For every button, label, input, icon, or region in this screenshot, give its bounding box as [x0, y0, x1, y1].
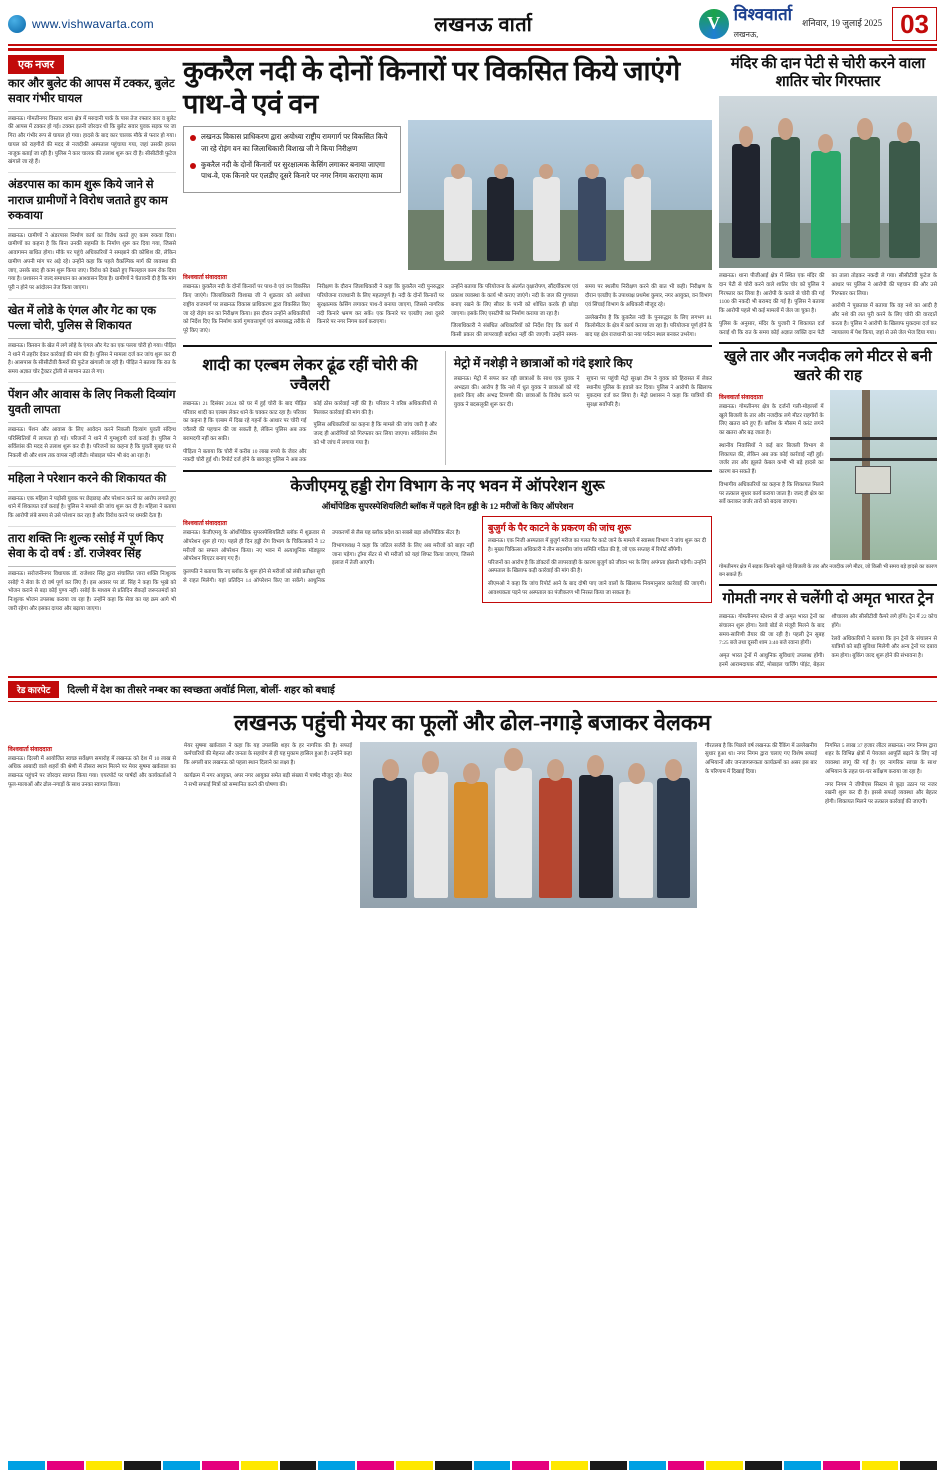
color-swatch [551, 1461, 588, 1470]
kgmu-body [183, 529, 474, 586]
red-carpet-headline: लखनऊ पहुंची मेयर का फूलों और ढोल-नगाड़े बजाकर वेलकम [234, 709, 711, 735]
photo-person [495, 768, 532, 897]
paragraph: विभागीय अधिकारियों का कहना है कि शिकायत मिलने पर तत्काल सुधार कार्य कराया जाता है। जल्द ही क्षेत्र का सर्वे कराकर जर्जर तारों को बदला जाएगा। [719, 481, 824, 506]
color-swatch [629, 1461, 666, 1470]
temple-body [719, 272, 937, 337]
logo-globe-icon: V [699, 9, 729, 39]
wire-headline: खुले तार और नजदीक लगे मीटर से बनी खतरे की राह [724, 349, 932, 385]
paragraph: रेलवे अधिकारियों ने बताया कि इन ट्रेनों के संचालन से यात्रियों को बड़ी सुविधा मिलेगी और अन्य ट्रेनों पर दबाव कम होगा। बुकिंग जल्द शुरू होने की संभावना है। [831, 635, 937, 660]
header-rule [8, 48, 937, 51]
train-headline: गोमती नगर से चलेंगी दो अमृत भारत ट्रेन [722, 591, 934, 608]
red-carpet-byline: विश्ववार्ता संवाददाता [8, 746, 52, 753]
right-column [719, 55, 937, 670]
paragraph: लखनऊ। थाना पीजीआई क्षेत्र में स्थित एक मंदिर की दान पेटी से चोरी करने वाले शातिर चोर को पुलिस ने गिरफ्तार कर लिया है। आरोपी के कब्जे से चोरी की गई 1100 की नकदी भी बरामद की गई है। पुलिस ने बताया कि आरोपी पहले भी कई मामलों में जेल जा चुका है। [719, 273, 825, 315]
kicker-text: कुकरैल नदी के दोनों किनारों पर सुरक्षात्मक केसिंग लगाकर बनाया जाएगा पाथ-वे, एक किनारे पर एलडीए दूसरे किनारे पर नगर निगम कराएगा काम [201, 160, 385, 181]
lead-body [183, 283, 712, 340]
logo-text [734, 6, 792, 42]
color-swatch [745, 1461, 782, 1470]
logo-title: विश्ववार्ता [733, 5, 793, 24]
brief-headline: तारा शक्ति निः शुल्क रसोई में पूर्ण किए सेवा के दो वर्ष : डॉ. राजेश्वर सिंह [8, 532, 176, 567]
masthead-right [699, 6, 937, 42]
kicker-bullet [190, 132, 394, 155]
color-swatch [435, 1461, 472, 1470]
color-swatch [784, 1461, 821, 1470]
globe-icon [8, 15, 26, 33]
paragraph: पुलिस अधिकारियों का कहना है कि मामले की जांच जारी है और जल्द ही आरोपियों को गिरफ्तार कर लिया जाएगा। सर्विलांस टीम को भी जांच में लगाया गया है। [313, 422, 437, 446]
paragraph: लखनऊ। गोमतीनगर क्षेत्र के दर्जनों गली-मोहल्लों में खुले बिजली के तार और नजदीक लगे मीटर राहगीरों के लिए खतरा बने हुए हैं। बारिश के मौसम में करंट लगने का खतरा और बढ़ जाता है। [719, 403, 824, 437]
photo-meter-box [855, 466, 891, 494]
brief-item [8, 304, 176, 383]
kicker-text: लखनऊ विकास प्राधिकरण द्वारा अयोध्या राष्ट्रीय रामगार्ग पर विकसित किये जा रहे रोइंग वन का जिलाधिकारी विशाख जी ने किया निरीक्षण [201, 133, 388, 153]
publication-logo [699, 6, 792, 42]
wire-photo [830, 390, 937, 560]
left-column [8, 55, 176, 670]
section-rule [719, 342, 937, 344]
section-rule [719, 584, 937, 586]
paragraph: अमृत भारत ट्रेनों में आधुनिक सुविधाएं उपलब्ध होंगी। इनमें आरामदायक सीटें, मोबाइल चार्जिंग पॉइंट, बेहतर शौचालय और सीसीटीवी कैमरे लगे होंगे। ट्रेन में 22 कोच होंगे। [719, 614, 937, 668]
brief-body: लखनऊ। गोमतीनगर विस्तार थाना क्षेत्र में मरुदानी पार्क के पास तेज रफ्तार कार व बुलेट की आपस में टक्कर हो गई। टक्कर इतनी जोरदार थी कि बुलेट सवार युवक सड़क पर जा गिरा और गंभीर रूप से घायल हो गया। हादसे के बाद कार चालक मौके से फरार हो गया। घायल को राहगीरों की मदद से नजदीकी अस्पताल पहुंचाया गया, जहां उसकी हालत नाजुक बताई जा रही है। पुलिस ने कार चालक की तलाश शुरू कर दी है। सीसीटीवी फुटेज खंगाले जा रहे हैं। [8, 115, 176, 174]
brief-body: लखनऊ। ग्रामीणों ने अंडरपास निर्माण कार्य का विरोध करते हुए काम रुकवा दिया। ग्रामीणों का कहना है कि बिना उनकी सहमति के निर्माण शुरू कर दिया गया, जिससे आवागमन बाधित होगा। मौके पर पहुंचे अधिकारियों ने समझाने की कोशिश की, लेकिन ग्रामीण अपनी मांग पर अड़े रहे। उन्होंने कहा कि पहले वैकल्पिक मार्ग की व्यवस्था की जाए, उसके बाद ही काम शुरू किया जाए। विरोध को देखते हुए फिलहाल काम रोक दिया गया है। प्रशासन ने जल्द समाधान का आश्वासन दिया है। ग्रामीणों ने चेतावनी दी है कि मांग पूरी न होने पर आंदोलन तेज किया जाएगा। [8, 232, 176, 299]
temple-headline: मंदिर की दान पेटी से चोरी करने वाला शातिर चोर गिरफ्तार [730, 55, 926, 91]
color-swatch [8, 1461, 45, 1470]
red-carpet-strip [8, 676, 937, 702]
paragraph: मेयर सुषमा खर्कवाल ने कहा कि यह उपलब्धि शहर के हर नागरिक की है। सफाई कर्मचारियों की मेहनत और जनता के सहयोग से ही यह मुकाम हासिल हुआ है। उन्होंने कहा कि अगली बार लखनऊ को पहला स्थान दिलाने का लक्ष्य है। [184, 742, 352, 767]
bullet-dot-icon [190, 163, 196, 169]
metro-body [454, 375, 712, 412]
color-swatch [862, 1461, 899, 1470]
logo-subtitle: लखनऊ, [733, 29, 759, 39]
brief-headline: महिला ने परेशान करने की शिकायत की [8, 472, 176, 492]
lead-photo [408, 120, 712, 270]
photo-person [811, 151, 842, 258]
photo-person [539, 778, 573, 898]
color-swatch [900, 1461, 937, 1470]
photo-person [373, 778, 407, 898]
color-swatch [318, 1461, 355, 1470]
investigation-box [482, 516, 712, 603]
brief-body: लखनऊ। सरोजनीनगर विधायक डॉ. राजेश्वर सिंह द्वारा संचालित 'तारा शक्ति निःशुल्क रसोई' ने सेवा के दो वर्ष पूर्ण कर लिए हैं। इस अवसर पर डॉ. सिंह ने कहा कि भूखे को भोजन कराने से बड़ा कोई पुण्य नहीं। रसोई के माध्यम से प्रतिदिन सैकड़ों जरूरतमंदों को निःशुल्क भोजन उपलब्ध कराया जा रहा है। उन्होंने कहा कि सेवा का यह क्रम आगे भी जारी रहेगा और इसका दायरा और बढ़ाया जाएगा। [8, 570, 176, 612]
photo-person [657, 778, 691, 898]
photo-person [533, 177, 560, 261]
color-registration-bar [8, 1461, 937, 1470]
lead-kicker-box [183, 126, 401, 192]
paragraph: लखनऊ। दिल्ली में आयोजित स्वच्छ सर्वेक्षण समारोह में लखनऊ को देश में 10 लाख से अधिक आबादी वाले शहरों की श्रेणी में तीसरा स्थान मिलने पर मेयर सुषमा खर्कवाल का लखनऊ पहुंचने पर जोरदार स्वागत किया गया। एयरपोर्ट पर पार्षदों और कार्यकर्ताओं ने फूल-मालाओं और ढोल-नगाड़ों के साथ उनका स्वागत किया। [8, 755, 176, 788]
paragraph: सीएमओ ने कहा कि जांच रिपोर्ट आने के बाद दोषी पाए जाने वालों के खिलाफ नियमानुसार कार्रवाई की जाएगी। आवश्यकता पड़ने पर अस्पताल का पंजीकरण भी निरस्त किया जा सकता है। [487, 581, 706, 596]
photo-person [444, 177, 471, 261]
paragraph: निरीक्षण के दौरान जिलाधिकारी ने कहा कि कुकरैल नदी पुनरुद्धार परियोजना राजधानी के लिए महत्वपूर्ण है। नदी के दोनों किनारों पर सुरक्षात्मक केसिंग लगाकर पाथ-वे बनाया जाएगा, जिससे नागरिक नदी किनारे भ्रमण कर सकें। एक किनारे पर एलडीए तथा दूसरे किनारे पर नगर निगम कार्य कराएगा। [317, 284, 444, 326]
paragraph: नगर निगम ने जीपीएस सिस्टम से कूड़ा उठान पर नजर रखनी शुरू कर दी है। इससे सफाई व्यवस्था और बेहतर होगी। शिकायत मिलने पर तत्काल कार्रवाई की जाएगी। [825, 781, 937, 806]
paragraph: आरोपी ने पूछताछ में बताया कि वह नशे का आदी है और नशे की लत पूरी करने के लिए चोरी की वारदातें करता है। पुलिस ने आरोपी के खिलाफ मुकदमा दर्ज कर न्यायालय में पेश किया, जहां से उसे जेल भेज दिया गया। [831, 303, 937, 336]
metro-headline: मेट्रो में नशेड़ी ने छात्राओं को गंदे इशारे किए [453, 355, 633, 370]
brief-headline: खेत में लोडे के एंगल और गेट का एक पल्ला चोरी, पुलिस से शिकायत [8, 304, 176, 339]
paragraph: उन्होंने बताया कि परियोजना के अंतर्गत वृक्षारोपण, सौंदर्यीकरण एवं प्रकाश व्यवस्था के कार्य भी कराए जाएंगे। नदी के जल की गुणवत्ता बनाए रखने के लिए सीवर के पानी को शोधित करके ही छोड़ा जाएगा। इसके लिए एसटीपी का निर्माण कराया जा रहा है। [451, 284, 578, 317]
paragraph: कुलपति ने बताया कि नए ब्लॉक के शुरू होने से मरीजों को लंबी प्रतीक्षा सूची से राहत मिलेगी। यहां प्रतिदिन 14 ऑपरेशन किए जा सकेंगे। आधुनिक उपकरणों से लैस यह ब्लॉक प्रदेश का सबसे बड़ा ऑर्थोपेडिक सेंटर है। [183, 530, 461, 584]
temple-photo [719, 96, 937, 268]
photo-person [732, 144, 760, 258]
paragraph: जिलाधिकारी ने संबंधित अधिकारियों को निर्देश दिए कि कार्य में किसी प्रकार की लापरवाही बर्दाश्त नहीं की जाएगी। उन्होंने समय-समय पर स्थलीय निरीक्षण करने की बात भी कही। निरीक्षण के दौरान एलडीए के उपाध्यक्ष प्रथमेश कुमार, नगर आयुक्त, वन विभाग एवं सिंचाई विभाग के अधिकारी मौजूद रहे। [451, 284, 712, 339]
paragraph: लखनऊ। 21 दिसंबर 2024 को घर में हुई चोरी के बाद पीड़ित परिवार शादी का एल्बम लेकर थाने के चक्कर काट रहा है। परिवार का कहना है कि एल्बम में दिख रहे गहनों के आधार पर चोरी गई ज्वैलरी की पहचान की जा सकती है, लेकिन पुलिस अब तक बरामदगी नहीं कर सकी। [183, 400, 307, 442]
color-swatch [396, 1461, 433, 1470]
photo-person [889, 141, 920, 258]
color-swatch [823, 1461, 860, 1470]
brief-item [8, 532, 176, 619]
paragraph: पीड़िता ने बताया कि चोरी में करीब 10 लाख रुपये के जेवर और नकदी चोरी हुई थी। रिपोर्ट दर्ज होने के बावजूद पुलिस ने अब तक कोई ठोस कार्रवाई नहीं की है। परिवार ने वरिष्ठ अधिकारियों से मिलकर कार्रवाई की मांग की है। [183, 400, 437, 464]
bullet-dot-icon [190, 135, 196, 141]
lead-headline: कुकरैल नदी के दोनों किनारों पर विकसित किये जाएंगे पाथ-वे एवं वन [183, 55, 681, 119]
wire-byline: विश्ववार्ता संवाददाता [719, 394, 763, 401]
color-swatch [124, 1461, 161, 1470]
kgmu-subheadline: ऑर्थोपेडिक सुपरस्पेशियलिटी ब्लॉक में पहले दिन हड्डी के 12 मरीजों के किए ऑपरेशन [321, 501, 574, 512]
paragraph: निगमित 5 लाख 37 हजार लीटर लखनऊ। नगर निगम द्वारा शहर के विभिन्न क्षेत्रों में पेयजल आपूर्ति बढ़ाने के लिए नई व्यवस्था लागू की गई है। 'हर नागरिक स्वच्छ के साथ' अभियान के तहत घर-घर सर्वेक्षण कराया जा रहा है। [825, 742, 937, 775]
color-swatch [280, 1461, 317, 1470]
photo-wire [830, 458, 937, 461]
mayor-welcome-photo [360, 742, 697, 908]
paragraph: लखनऊ। गोमतीनगर स्टेशन से दो अमृत भारत ट्रेनों का संचालन शुरू होगा। रेलवे बोर्ड से मंजूरी मिलने के बाद समय-सारिणी तैयार की जा रही है। पहली ट्रेन सुबह 7:25 बजे तथा दूसरी शाम 3:40 बजे रवाना होगी। [719, 614, 825, 647]
dateline: शनिवार, 19 जुलाई 2025 [802, 18, 883, 29]
paragraph: पुलिस के अनुसार, मंदिर के पुजारी ने शिकायत दर्ज कराई थी कि रात के समय कोई अज्ञात व्यक्ति दान पेटी का ताला तोड़कर नकदी ले गया। सीसीटीवी फुटेज के आधार पर पुलिस ने आरोपी की पहचान की और उसे गिरफ्तार कर लिया। [719, 273, 937, 336]
masthead-left [8, 15, 268, 33]
photo-person [414, 772, 448, 898]
color-swatch [86, 1461, 123, 1470]
investigation-headline: बुजुर्ग के पैर काटने के प्रकरण की जांच शुरू [487, 524, 632, 535]
page-grid [8, 55, 937, 670]
color-swatch [706, 1461, 743, 1470]
paragraph: कार्यक्रम में नगर आयुक्त, अपर नगर आयुक्त समेत बड़ी संख्या में पार्षद मौजूद रहे। मेयर ने सभी सफाई मित्रों को सम्मानित करने की घोषणा की। [184, 772, 352, 788]
album-headline: शादी का एल्बम लेकर ढूंढ रहीं चोरी की ज्वैलरी [202, 356, 418, 394]
page-number: 03 [892, 7, 937, 41]
color-swatch [241, 1461, 278, 1470]
paragraph: उल्लेखनीय है कि कुकरैल नदी के पुनरुद्धार के लिए लगभग 81 किलोमीटर के क्षेत्र में कार्य कराया जा रहा है। परियोजना पूर्ण होने के बाद यह क्षेत्र राजधानी का नया पर्यटन स्थल बनकर उभरेगा। [585, 314, 712, 339]
photo-person [487, 177, 514, 261]
section-rule [183, 470, 712, 472]
paragraph: लखनऊ। एक निजी अस्पताल में बुजुर्ग मरीज का गलत पैर काटे जाने के मामले में स्वास्थ्य विभाग ने जांच शुरू कर दी है। मुख्य चिकित्सा अधिकारी ने तीन सदस्यीय जांच समिति गठित की है, जो एक सप्ताह में रिपोर्ट सौंपेगी। [487, 538, 706, 553]
color-swatch [357, 1461, 394, 1470]
photo-wire [830, 437, 937, 440]
paragraph: स्थानीय निवासियों ने कई बार बिजली विभाग से शिकायत की, लेकिन अब तक कोई कार्रवाई नहीं हुई। जर्जर तार और झूलते केबल कभी भी बड़े हादसे का कारण बन सकते हैं। [719, 442, 824, 476]
photo-person [771, 137, 799, 257]
train-body [719, 613, 937, 670]
edition-title: लखनऊ वार्ता [434, 14, 533, 37]
red-carpet-tag: रेड कारपेट [8, 681, 59, 698]
photo-person [578, 177, 605, 261]
section-label-ek-nazar: एक नजर [8, 55, 64, 74]
brief-item [8, 472, 176, 527]
photo-person [624, 177, 651, 261]
photo-person [850, 137, 881, 257]
center-column [183, 55, 712, 670]
paragraph: गौरतलब है कि पिछले वर्ष लखनऊ की रैंकिंग में उल्लेखनीय सुधार हुआ था। नगर निगम द्वारा चलाए गए विशेष सफाई अभियानों और जनजागरूकता कार्यक्रमों का असर इस बार के परिणाम में दिखाई दिया। [705, 742, 817, 775]
brief-headline: पेंशन और आवास के लिए निकली दिव्यांग युवती लापता [8, 388, 176, 423]
masthead [8, 6, 937, 46]
kgmu-headline: केजीएमयू हड्डी रोग विभाग के नए भवन में ऑपरेशन शुरू [290, 478, 605, 496]
brief-item [8, 388, 176, 467]
brief-headline: कार और बुलेट की आपस में टक्कर, बुलेट सवार गंभीर घायल [8, 77, 176, 112]
paragraph: विभागाध्यक्ष ने कहा कि जटिल सर्जरी के लिए अब मरीजों को बाहर नहीं जाना पड़ेगा। ट्रॉमा सेंटर से भी मरीजों को यहां शिफ्ट किया जाएगा, जिससे इलाज में तेजी आएगी। [331, 542, 474, 567]
photo-person [619, 782, 653, 898]
color-swatch [47, 1461, 84, 1470]
red-carpet-subtext: दिल्ली में देश का तीसरे नम्बर का स्वच्छता अवॉर्ड मिला, बोलीं- शहर को बधाई [67, 685, 335, 697]
brief-headline: अंडरपास का काम शुरू किये जाने से नाराज ग्रामीणों ने विरोध जताते हुए काम रुकवाया [8, 178, 176, 229]
photo-person [454, 782, 488, 898]
paragraph: लखनऊ। मेट्रो में सफर कर रही छात्राओं के साथ एक युवक ने अभद्रता की। आरोप है कि नशे में धुत युवक ने छात्राओं को गंदे इशारे किए और अभद्र टिप्पणी की। छात्राओं के विरोध करने पर युवक ने बदसलूकी शुरू कर दी। [453, 375, 580, 409]
color-swatch [202, 1461, 239, 1470]
paragraph: लखनऊ। केजीएमयू के ऑर्थोपेडिक सुपरस्पेशियलिटी ब्लॉक में शुक्रवार से ऑपरेशन शुरू हो गए। पहले ही दिन हड्डी रोग विभाग के चिकित्सकों ने 12 मरीजों का सफल ऑपरेशन किया। नए भवन में अत्याधुनिक मॉड्यूलर ऑपरेशन थिएटर बनाए गए हैं। [183, 530, 325, 563]
color-swatch [590, 1461, 627, 1470]
paragraph: लखनऊ। कुकरैल नदी के दोनों किनारों पर पाथ-वे एवं वन विकसित किए जाएंगे। जिलाधिकारी विशाख जी ने शुक्रवार को अयोध्या राष्ट्रीय राजमार्ग पर लखनऊ विकास प्राधिकरण द्वारा विकसित किए जा रहे रोइंग वन का निरीक्षण किया। इस दौरान उन्होंने अधिकारियों को निर्देश दिए कि निर्माण कार्य गुणवत्तापूर्ण एवं समयबद्ध तरीके से पूरे किए जाएं। [183, 284, 310, 335]
album-body [183, 400, 437, 465]
lead-byline: विश्ववार्ता संवाददाता [183, 275, 227, 282]
website-url[interactable]: www.vishwavarta.com [32, 16, 154, 31]
brief-body: लखनऊ। किसान के खेत में लगे लोहे के एंगल और गेट का एक पल्ला चोरी हो गया। पीड़ित ने थाने में तहरीर देकर कार्रवाई की मांग की है। पुलिस ने मामला दर्ज कर जांच शुरू कर दी है। आसपास के सीसीटीवी कैमरों की फुटेज खंगाली जा रही है। पीड़ित ने बताया कि रात के समय अज्ञात चोर ट्रैक्टर ट्रॉली से सामान उठा ले गए। [8, 342, 176, 383]
brief-item [8, 77, 176, 174]
wire-caption: गोमतीनगर क्षेत्र में सड़क किनारे खुले पड़े बिजली के तार और नजदीक लगे मीटर, जो किसी भी समय बड़े हादसे का कारण बन सकते हैं। [719, 563, 937, 579]
brief-body: लखनऊ। एक महिला ने पड़ोसी युवक पर छेड़छाड़ और परेशान करने का आरोप लगाते हुए थाने में शिकायत दर्ज कराई है। पुलिस ने मामले की जांच शुरू कर दी है। महिला ने बताया कि आरोपी लंबे समय से उसे परेशान कर रहा है और विरोध करने पर धमकी देता है। [8, 495, 176, 527]
color-swatch [668, 1461, 705, 1470]
section-rule [183, 345, 712, 347]
brief-body: लखनऊ। पेंशन और आवास के लिए आवेदन करने निकली दिव्यांग युवती संदिग्ध परिस्थितियों में लापता हो गई। परिजनों ने थाने में गुमशुदगी दर्ज कराई है। पुलिस ने सर्विलांस की मदद से तलाश शुरू कर दी है। परिजनों का कहना है कि युवती सुबह घर से निकली थी और शाम तक वापस नहीं लौटी। मोबाइल फोन भी बंद आ रहा है। [8, 426, 176, 467]
paragraph: परिजनों का आरोप है कि डॉक्टरों की लापरवाही के कारण बुजुर्ग को जीवन भर के लिए अपंगता झेलनी पड़ेगी। उन्होंने अस्पताल के खिलाफ कड़ी कार्रवाई की मांग की है। [487, 559, 706, 575]
kicker-bullet [190, 160, 394, 183]
color-swatch [512, 1461, 549, 1470]
paragraph: सूचना पर पहुंची मेट्रो सुरक्षा टीम ने युवक को हिरासत में लेकर स्थानीय पुलिस के हवाले कर दिया। पुलिस ने आरोपी के खिलाफ मुकदमा दर्ज कर लिया है। मेट्रो प्रशासन ने कहा कि यात्रियों की सुरक्षा सर्वोपरि है। [586, 375, 712, 409]
color-swatch [474, 1461, 511, 1470]
photo-person [579, 775, 613, 898]
color-swatch [163, 1461, 200, 1470]
kgmu-byline: विश्ववार्ता संवाददाता [183, 521, 227, 528]
brief-item [8, 178, 176, 299]
